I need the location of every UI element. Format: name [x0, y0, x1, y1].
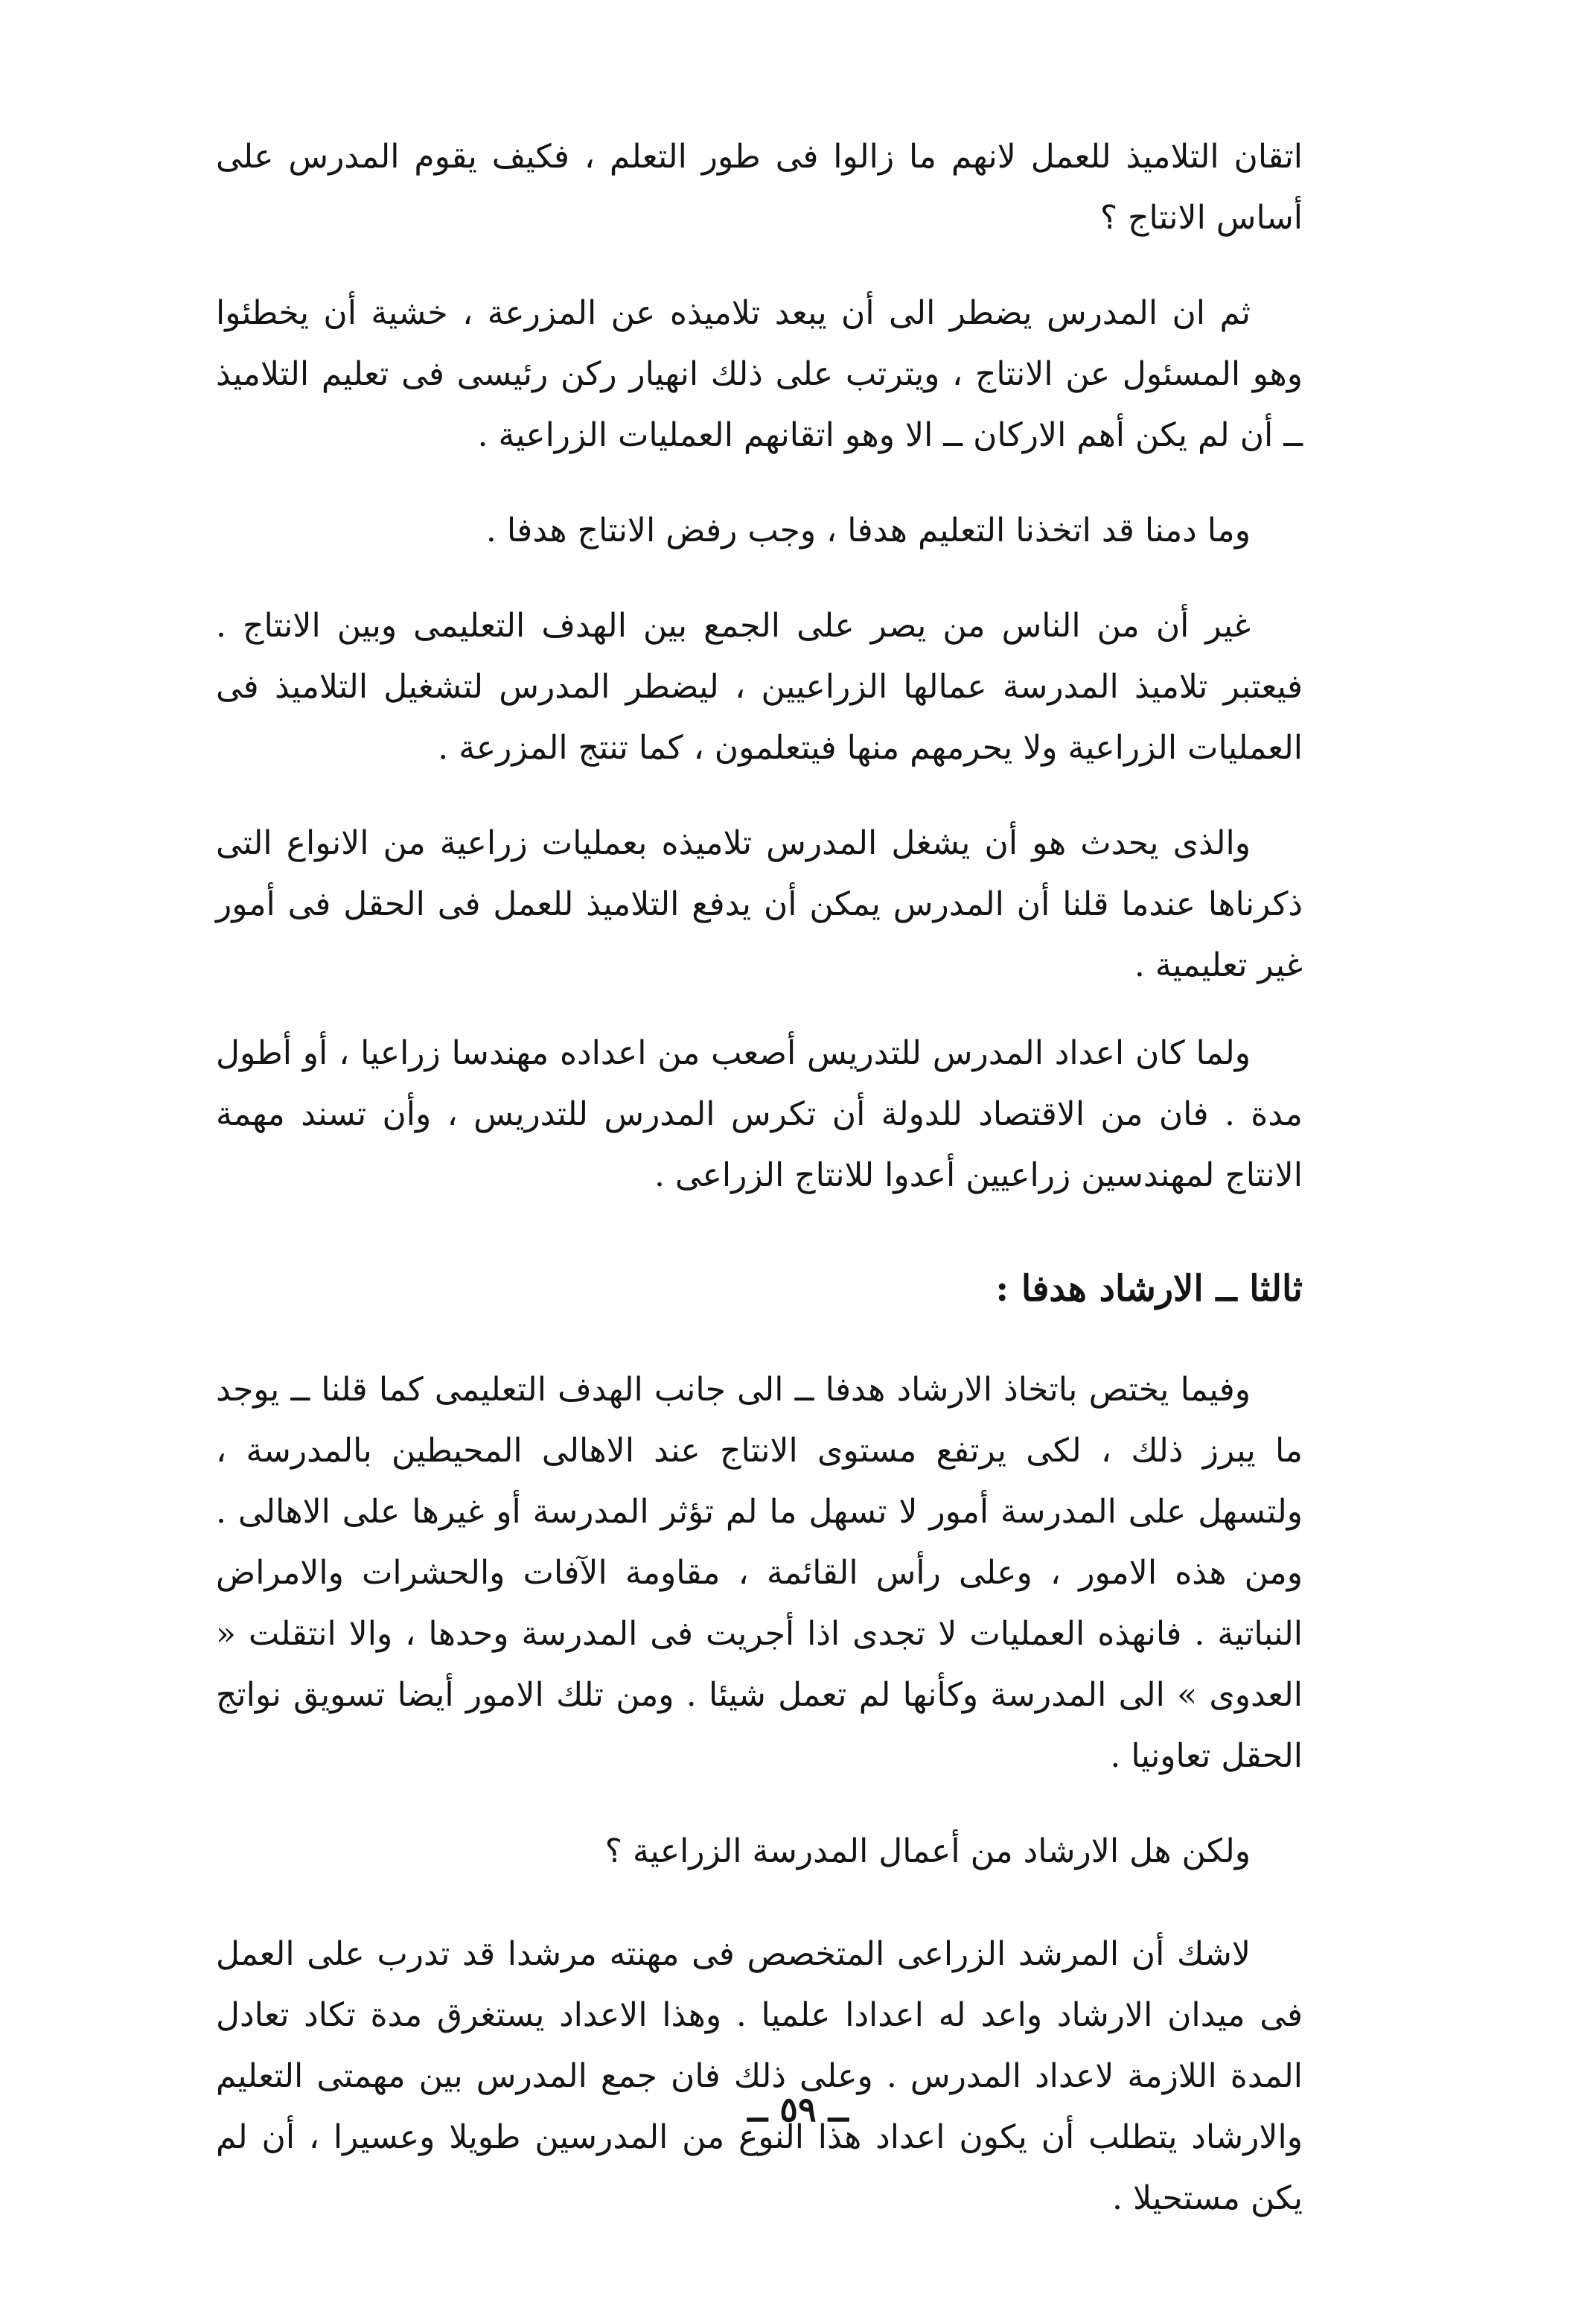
paragraph-2: ثم ان المدرس يضطر الى أن يبعد تلاميذه عن المزرعة ، خشية أن يخطئوا وهو المسئول عن الانتاج ، ويترتب على ذلك انهيار ركن رئيسى فى تعليم التلاميذ ــ أن لم يكن أهم الاركان ــ الا وهو اتقانهم العمليات الزراعية . — [216, 294, 1303, 454]
paragraph-4: غير أن من الناس من يصر على الجمع بين الهدف التعليمى وبين الانتاج . فيعتبر تلاميذ المدرسة عمالها الزراعيين ، ليضطر المدرس لتشغيل التلاميذ فى العمليات الزراعية ولا يحرمهم منها فيتعلمون ، كما تنتج المزرعة . — [216, 607, 1303, 767]
paragraph-9: لاشك أن المرشد الزراعى المتخصص فى مهنته مرشدا قد تدرب على العمل فى ميدان الارشاد واعد له اعدادا علميا . وهذا الاعداد يستغرق مدة تكاد تعادل المدة اللازمة لاعداد المدرس . وعلى ذلك فان جمع المدرس بين مهمتى التعليم والارشاد يتطلب أن يكون اعداد هذا النوع من المدرسين طويلا وعسيرا ، أن لم يكن مستحيلا . — [216, 1935, 1303, 2217]
page-body — [216, 127, 1303, 2229]
paragraph-5: والذى يحدث هو أن يشغل المدرس تلاميذه بعمليات زراعية من الانواع التى ذكرناها عندما قلنا أن المدرس يمكن أن يدفع التلاميذ للعمل فى الحقل فى أمور غير تعليمية . — [216, 824, 1303, 984]
paragraph-3: وما دمنا قد اتخذنا التعليم هدفا ، وجب رفض الانتاج هدفا . — [485, 512, 1251, 549]
paragraph-8: ولكن هل الارشاد من أعمال المدرسة الزراعية ؟ — [604, 1832, 1251, 1870]
page-number: ــ ٥٩ ــ — [747, 2089, 849, 2129]
paragraph-1: اتقان التلاميذ للعمل لانهم ما زالوا فى طور التعلم ، فكيف يقوم المدرس على أساس الانتاج ؟ — [216, 138, 1303, 237]
paragraph-7: وفيما يختص باتخاذ الارشاد هدفا ــ الى جانب الهدف التعليمى كما قلنا ــ يوجد ما يبرز ذلك ، لكى يرتفع مستوى الانتاج عند الاهالى المحيطين بالمدرسة ، ولتسهل على المدرسة أمور لا تسهل ما لم تؤثر المدرسة أو غيرها على الاهالى . ومن هذه الامور ، وعلى رأس القائمة ، مقاومة الآفات والحشرات والامراض النباتية . فانهذه العمليات لا تجدى اذا أجريت فى المدرسة وحدها ، والا انتقلت « العدوى » الى المدرسة وكأنها لم تعمل شيئا . ومن تلك الامور أيضا تسويق نواتج الحقل تعاونيا . — [216, 1371, 1303, 1775]
section-heading: ثالثا ــ الارشاد هدفا : — [995, 1268, 1303, 1310]
paragraph-6: ولما كان اعداد المدرس للتدريس أصعب من اعداده مهندسا زراعيا ، أو أطول مدة . فان من الاقتصاد للدولة أن تكرس المدرس للتدريس ، وأن تسند مهمة الانتاج لمهندسين زراعيين أعدوا للانتاج الزراعى . — [216, 1034, 1303, 1194]
